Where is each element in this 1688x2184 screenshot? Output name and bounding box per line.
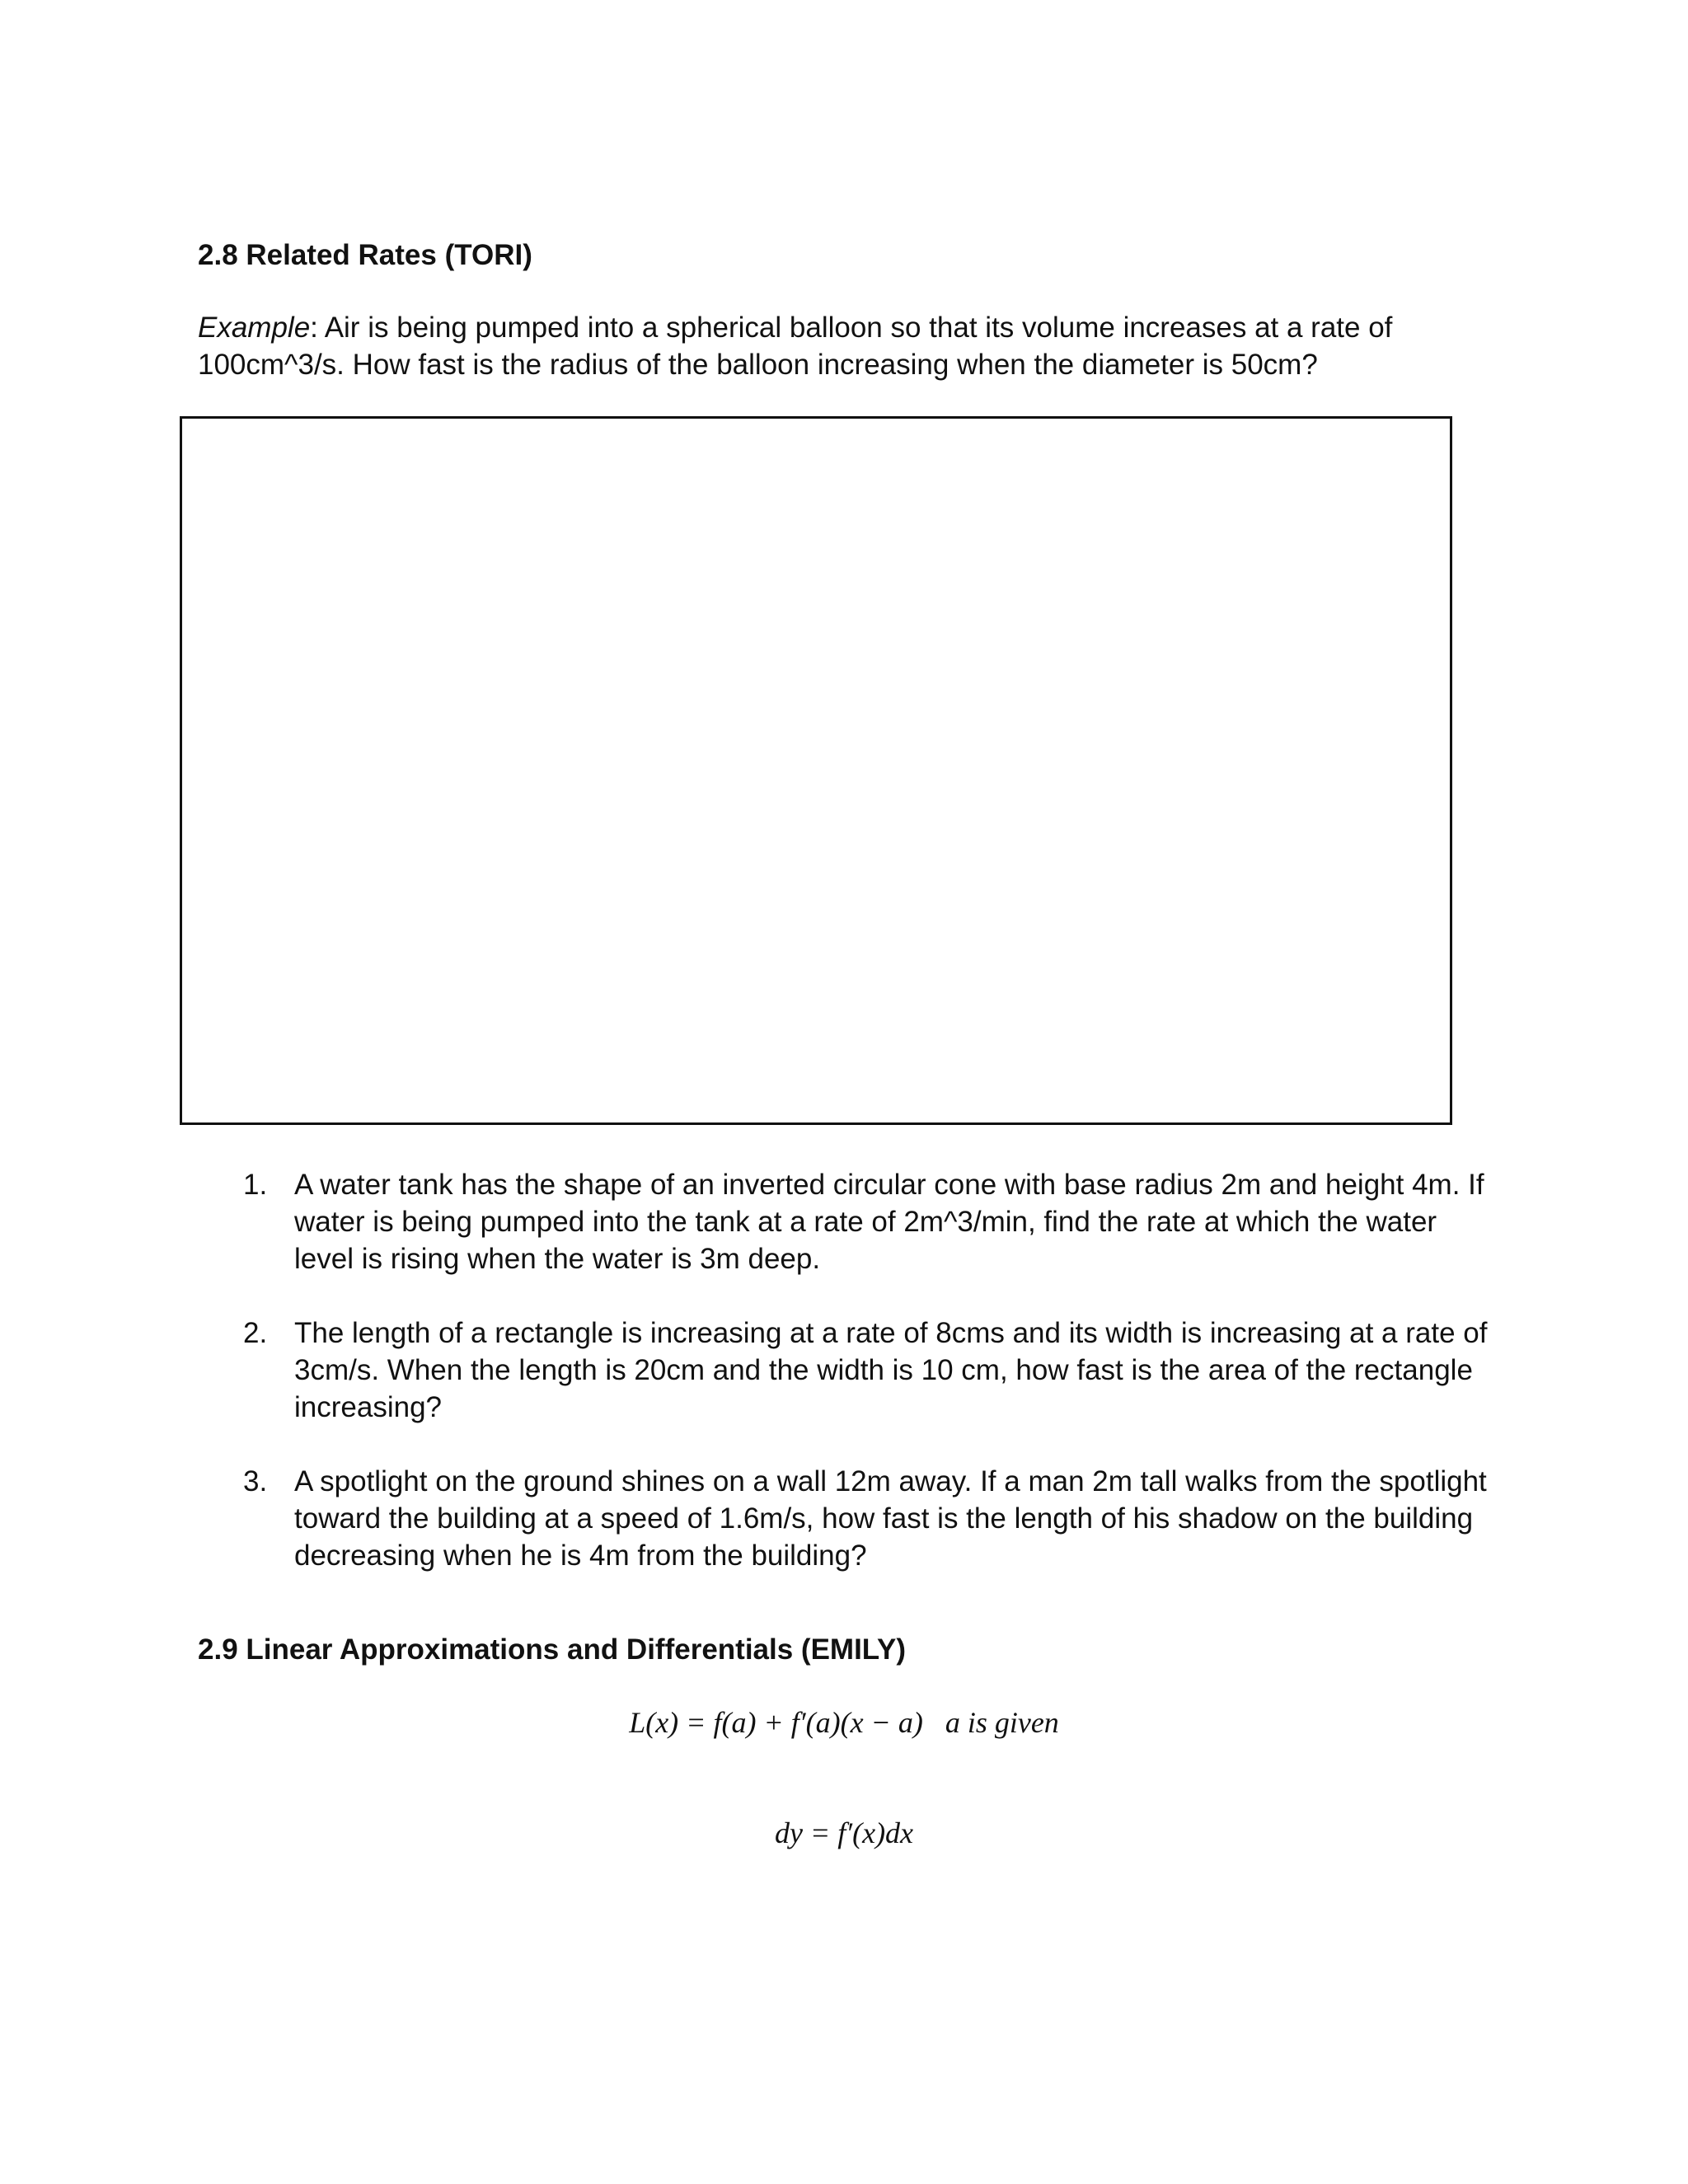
problem-text: A water tank has the shape of an inverted circular cone with base radius 2m and height 4m. If water is being pumped into the tank at a rate of 2m^3/min, find the rate at which the water level is rising when the water is 3m deep. (294, 1169, 1484, 1275)
problem-text: The length of a rectangle is increasing at a rate of 8cms and its width is increasing at a rate of 3cm/s. When the length is 20cm and the width is 10 cm, how fast is the area of the rectangle increasing? (294, 1317, 1488, 1423)
problem-number: 3. (243, 1465, 268, 1497)
problem-item-1 (243, 1166, 1496, 1277)
section-heading-related-rates: 2.8 Related Rates (TORI) (198, 239, 532, 271)
problem-number: 1. (243, 1169, 268, 1201)
section-heading-linear-approximations: 2.9 Linear Approximations and Differentials (EMILY) (198, 1633, 906, 1666)
linear-approximation-formula: L(x) = f(a) + f′(a)(x − a) a is given (629, 1706, 1059, 1739)
problem-item-3 (243, 1463, 1496, 1574)
problem-number: 2. (243, 1317, 268, 1349)
problem-list (243, 1166, 1496, 1611)
answer-work-box (180, 416, 1452, 1125)
problem-item-2 (243, 1315, 1496, 1426)
example-label: Example (198, 312, 311, 344)
problem-text: A spotlight on the ground shines on a wall 12m away. If a man 2m tall walks from the spotlight toward the building at a speed of 1.6m/s, how fast is the length of his shadow on the building decreasing when he is 4m from the building? (294, 1465, 1487, 1572)
differential-formula: dy = f′(x)dx (774, 1816, 914, 1849)
example-paragraph (198, 309, 1484, 383)
example-text: : Air is being pumped into a spherical balloon so that its volume increases at a rate of 100cm^3/s. How fast is the radius of the balloon increasing when the diameter is 50cm? (198, 312, 1393, 381)
